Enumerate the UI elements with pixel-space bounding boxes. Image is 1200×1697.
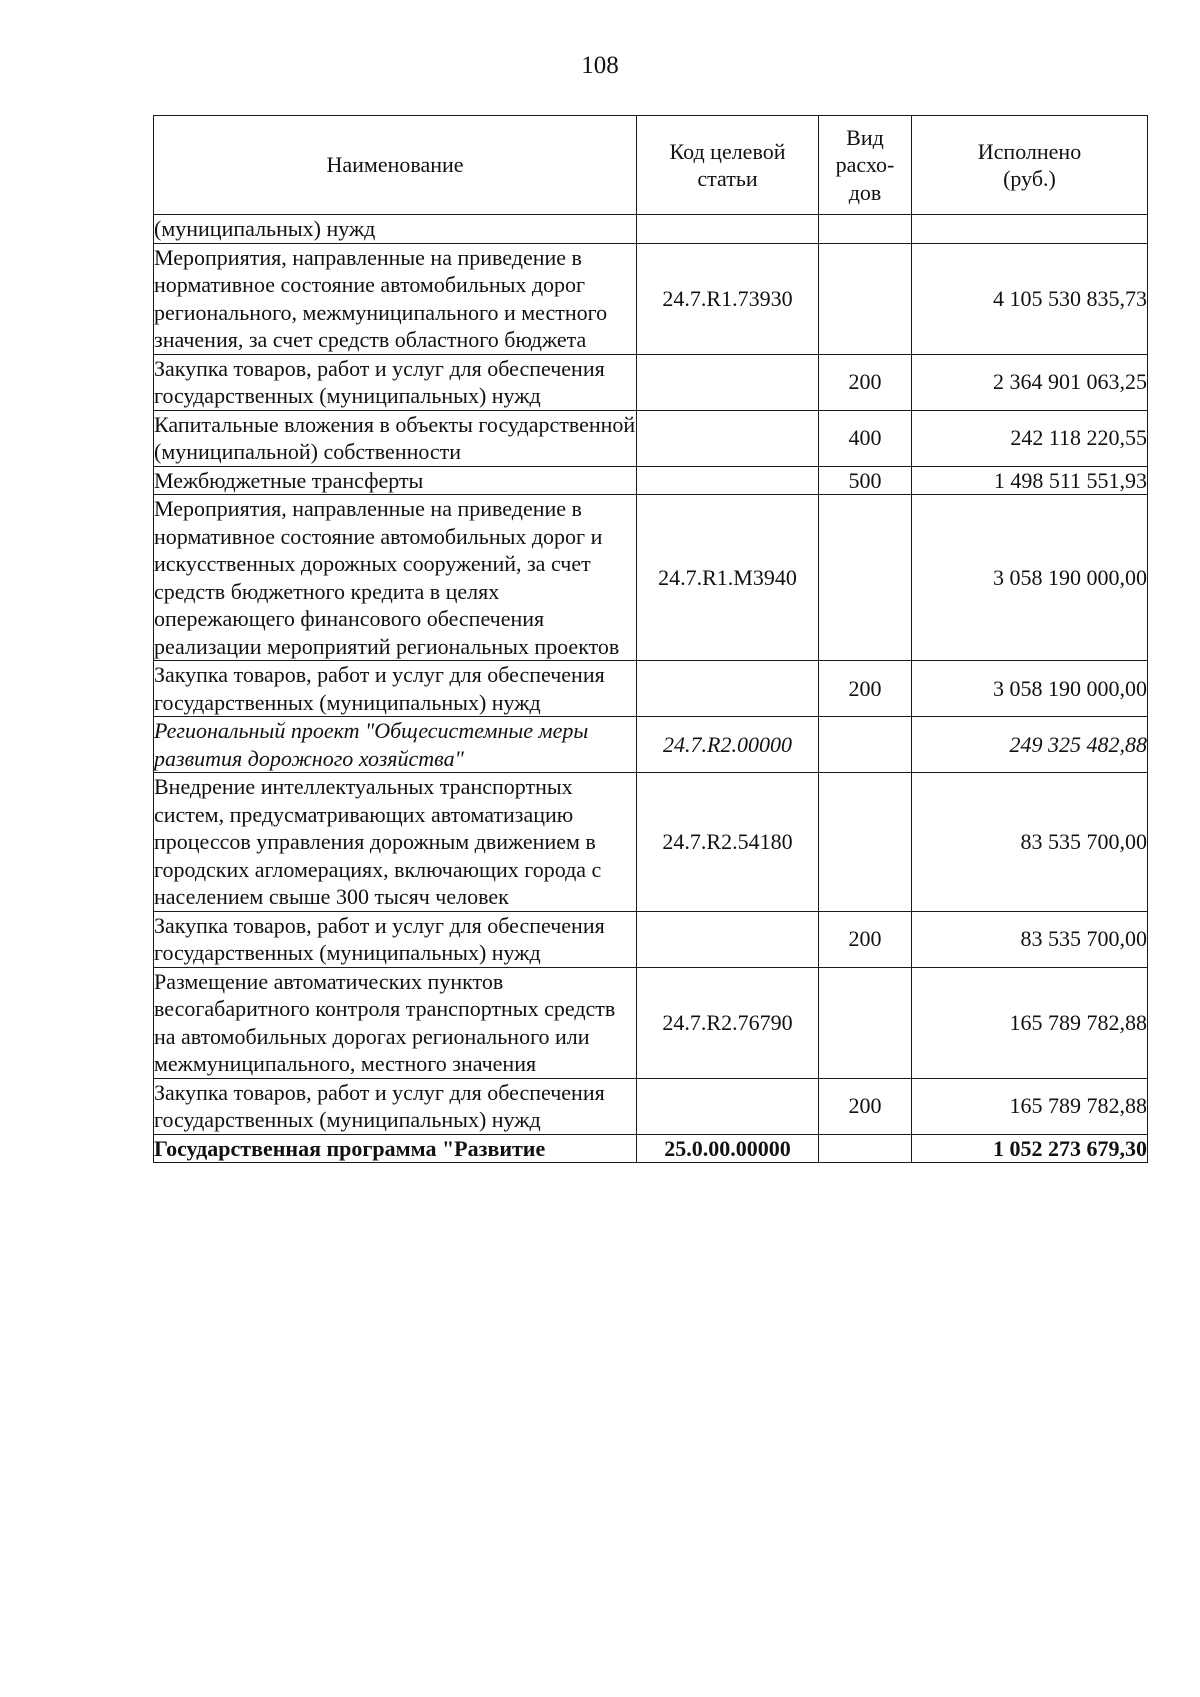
row-name: Закупка товаров, работ и услуг для обеспечения государственных (муниципальных) нужд: [154, 911, 637, 967]
row-code: [637, 911, 819, 967]
table-row: [154, 410, 1148, 466]
row-type: 400: [819, 410, 912, 466]
row-name: Межбюджетные трансферты: [154, 466, 637, 495]
row-type: 200: [819, 1078, 912, 1134]
page-number: 108: [581, 52, 619, 79]
row-name: Региональный проект "Общесистемные меры развития дорожного хозяйства": [154, 717, 637, 773]
row-type: [819, 773, 912, 912]
header-type-line: расхо-: [835, 152, 895, 178]
table-header-row: [154, 116, 1148, 215]
row-amount: 83 535 700,00: [912, 773, 1148, 912]
table-row: [154, 495, 1148, 661]
table-row: [154, 243, 1148, 354]
header-code-line: Код целевой: [669, 138, 786, 164]
row-type: 200: [819, 911, 912, 967]
header-amount-line: Исполнено: [977, 138, 1082, 164]
header-amount: [912, 116, 1148, 215]
row-code: [637, 410, 819, 466]
row-code: [637, 1078, 819, 1134]
row-code: 24.7.R2.54180: [637, 773, 819, 912]
row-type: [819, 495, 912, 661]
row-name: Государственная программа "Развитие: [154, 1134, 637, 1163]
table-row: [154, 354, 1148, 410]
header-name: Наименование: [154, 116, 637, 215]
row-amount: [912, 215, 1148, 244]
row-amount: 249 325 482,88: [912, 717, 1148, 773]
row-name: Закупка товаров, работ и услуг для обеспечения государственных (муниципальных) нужд: [154, 354, 637, 410]
header-code-line: статьи: [697, 166, 758, 191]
table-row: [154, 911, 1148, 967]
row-amount: 3 058 190 000,00: [912, 495, 1148, 661]
row-name: Мероприятия, направленные на приведение в нормативное состояние автомобильных дорог и искусственных дорожных сооружений, за счет средств бюджетного кредита в целях опережающего финансового обеспечения реализации мероприятий региональных проектов: [154, 495, 637, 661]
header-type-line: дов: [848, 179, 882, 205]
row-type: [819, 967, 912, 1078]
row-code: [637, 661, 819, 717]
row-name: Внедрение интеллектуальных транспортных систем, предусматривающих автоматизацию процессов управления дорожным движением в городских агломерациях, включающих города с населением свыше 300 тысяч человек: [154, 773, 637, 912]
row-code: 25.0.00.00000: [637, 1134, 819, 1163]
row-code: 24.7.R2.76790: [637, 967, 819, 1078]
row-amount: 165 789 782,88: [912, 1078, 1148, 1134]
table-row: [154, 967, 1148, 1078]
row-name: Закупка товаров, работ и услуг для обеспечения государственных (муниципальных) нужд: [154, 661, 637, 717]
budget-table: [153, 115, 1148, 1163]
table-row: [154, 773, 1148, 912]
row-name: Капитальные вложения в объекты государственной (муниципальной) собственности: [154, 411, 636, 464]
row-amount: 1 498 511 551,93: [912, 466, 1148, 495]
row-type: [819, 717, 912, 773]
row-code: 24.7.R2.00000: [637, 717, 819, 773]
header-amount-line: (руб.): [1003, 166, 1056, 191]
row-code: 24.7.R1.M3940: [637, 495, 819, 661]
row-amount: 83 535 700,00: [912, 911, 1148, 967]
header-type-line: Вид: [846, 124, 884, 150]
header-code: [637, 116, 819, 215]
table-body: [154, 215, 1148, 1163]
row-amount: 4 105 530 835,73: [912, 243, 1148, 354]
row-type: [819, 215, 912, 244]
table-row: [154, 1078, 1148, 1134]
table-row: [154, 717, 1148, 773]
row-type: 200: [819, 661, 912, 717]
table-row: [154, 1134, 1148, 1163]
row-amount: 1 052 273 679,30: [912, 1134, 1148, 1163]
table-row: [154, 215, 1148, 244]
row-type: 500: [819, 466, 912, 495]
row-code: [637, 466, 819, 495]
row-name: Мероприятия, направленные на приведение в нормативное состояние автомобильных дорог регионального, межмуниципального и местного значения, за счет средств областного бюджета: [154, 243, 637, 354]
row-amount: 2 364 901 063,25: [912, 354, 1148, 410]
row-amount: 165 789 782,88: [912, 967, 1148, 1078]
row-name: Закупка товаров, работ и услуг для обеспечения государственных (муниципальных) нужд: [154, 1078, 637, 1134]
row-type: [819, 1134, 912, 1163]
row-name: Размещение автоматических пунктов весогабаритного контроля транспортных средств на автомобильных дорогах регионального или межмуниципального, местного значения: [154, 967, 637, 1078]
table-row: [154, 661, 1148, 717]
header-type: [819, 116, 912, 215]
table-row: [154, 466, 1148, 495]
row-code: [637, 354, 819, 410]
row-amount: 3 058 190 000,00: [912, 661, 1148, 717]
row-type: 200: [819, 354, 912, 410]
row-amount: 242 118 220,55: [912, 410, 1148, 466]
row-code: 24.7.R1.73930: [637, 243, 819, 354]
row-code: [637, 215, 819, 244]
row-type: [819, 243, 912, 354]
row-name: (муниципальных) нужд: [154, 215, 637, 244]
